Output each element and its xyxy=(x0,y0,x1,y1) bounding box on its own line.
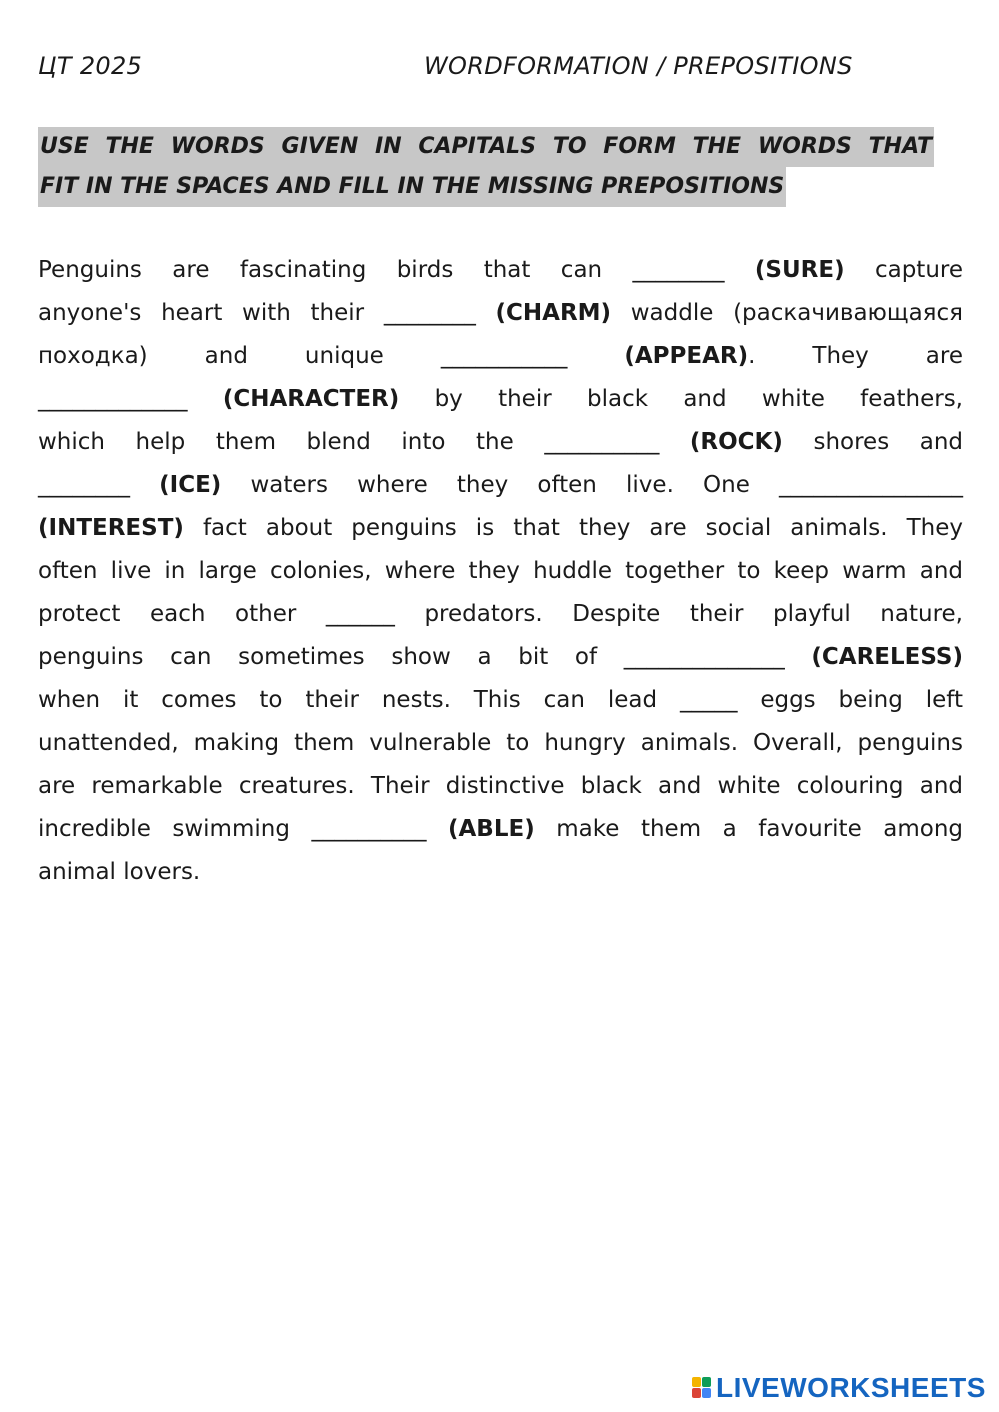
text: when it comes to their nests. This can lead xyxy=(38,687,680,713)
passage-line-11 xyxy=(38,679,963,722)
passage-line-9 xyxy=(38,593,963,636)
keyword-ice: (ICE) xyxy=(159,472,222,498)
keyword-character: (CHARACTER) xyxy=(222,386,400,412)
blank-charm[interactable]: ________ xyxy=(383,300,476,326)
blank-ice[interactable]: ________ xyxy=(38,472,130,498)
instructions xyxy=(38,127,938,207)
blank-preposition-2[interactable]: _____ xyxy=(679,687,738,713)
header-title: WORDFORMATION / PREPOSITIONS xyxy=(424,52,853,80)
liveworksheets-logo xyxy=(692,1372,986,1404)
text: capture xyxy=(844,257,963,283)
keyword-rock: (ROCK) xyxy=(689,429,783,455)
text: waddle (раскачивающаяся xyxy=(611,300,963,326)
blank-careless[interactable]: ______________ xyxy=(623,644,785,670)
text: waters where they often live. One xyxy=(221,472,779,498)
passage-line-5 xyxy=(38,421,963,464)
text: protect each other xyxy=(38,601,326,627)
keyword-careless: (CARELESS) xyxy=(811,644,963,670)
text: which help them blend into the xyxy=(38,429,545,455)
keyword-interest: (INTEREST) xyxy=(38,515,184,541)
text: fact about penguins is that they are social animals. They xyxy=(183,515,963,541)
text: eggs being left xyxy=(737,687,963,713)
passage-line-4 xyxy=(38,378,963,421)
text: make them a favourite among xyxy=(534,816,963,842)
passage-line-14 xyxy=(38,808,963,851)
passage-line-2 xyxy=(38,292,963,335)
keyword-appear: (APPEAR) xyxy=(624,343,749,369)
liveworksheets-logo-icon xyxy=(692,1377,712,1399)
keyword-sure: (SURE) xyxy=(754,257,845,283)
instructions-line-1: USE THE WORDS GIVEN IN CAPITALS TO FORM THE WORDS THAT xyxy=(38,127,934,167)
blank-able[interactable]: __________ xyxy=(311,816,427,842)
passage-line-3 xyxy=(38,335,963,378)
keyword-charm: (CHARM) xyxy=(495,300,612,326)
text: . They are xyxy=(748,343,963,369)
passage-line-6 xyxy=(38,464,963,507)
passage-line-7 xyxy=(38,507,963,550)
passage-line-10 xyxy=(38,636,963,679)
text: penguins can sometimes show a bit of xyxy=(38,644,624,670)
text: incredible swimming xyxy=(38,816,312,842)
text: predators. Despite their playful nature, xyxy=(394,601,963,627)
text: Penguins are fascinating birds that can xyxy=(38,257,633,283)
passage-line-8: often live in large colonies, where they huddle together to keep warm and xyxy=(38,558,963,584)
text: anyone's heart with their xyxy=(38,300,384,326)
blank-interest[interactable]: ________________ xyxy=(779,472,963,498)
passage-line-1 xyxy=(38,249,963,292)
keyword-able: (ABLE) xyxy=(448,816,535,842)
passage-line-13: are remarkable creatures. Their distinctive black and white colouring and xyxy=(38,773,963,799)
liveworksheets-logo-text: LIVEWORKSHEETS xyxy=(716,1372,986,1403)
passage xyxy=(38,249,963,894)
blank-rock[interactable]: __________ xyxy=(544,429,660,455)
passage-line-15: animal lovers. xyxy=(38,859,201,885)
header-code: ЦТ 2025 xyxy=(38,52,143,80)
blank-preposition-1[interactable]: ______ xyxy=(325,601,395,627)
instructions-line-2: FIT IN THE SPACES AND FILL IN THE MISSING PREPOSITIONS xyxy=(38,167,786,207)
blank-sure[interactable]: ________ xyxy=(632,257,725,283)
text: by their black and white feathers, xyxy=(399,386,963,412)
text: походка) and unique xyxy=(38,343,441,369)
blank-appear[interactable]: ___________ xyxy=(440,343,568,369)
passage-line-12: unattended, making them vulnerable to hungry animals. Overall, penguins xyxy=(38,730,963,756)
text: shores and xyxy=(782,429,964,455)
blank-character[interactable]: _____________ xyxy=(38,386,188,412)
